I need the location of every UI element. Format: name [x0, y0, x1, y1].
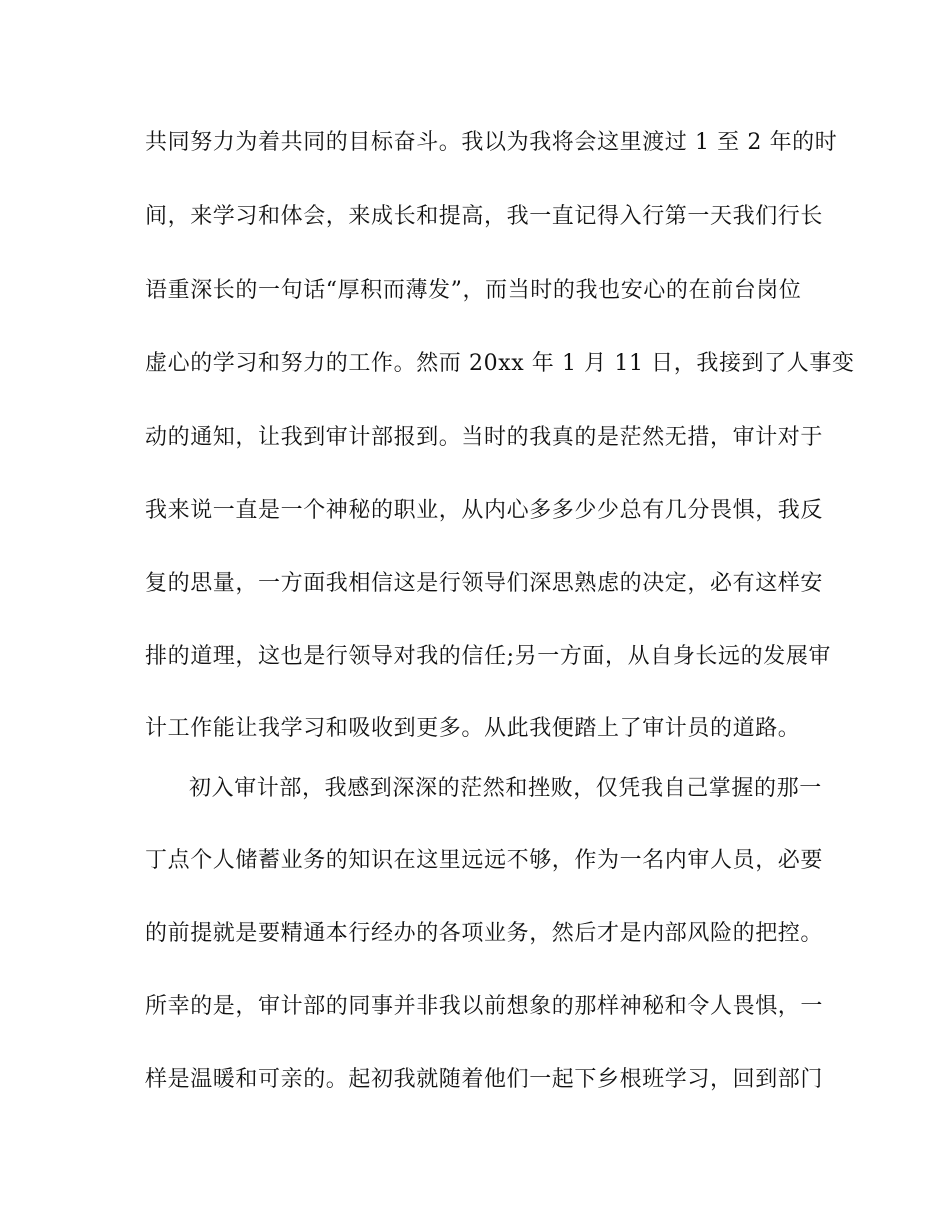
paragraph-line: 丁点个人储蓄业务的知识在这里远远不够，作为一名内审人员，必要	[145, 848, 824, 873]
paragraph-line: 语重深长的一句话“厚积而薄发”，而当时的我也安心的在前台岗位	[145, 278, 802, 303]
paragraph-line: 虚心的学习和努力的工作。然而 20xx 年 1 月 11 日，我接到了人事变	[145, 351, 855, 376]
paragraph-line: 所幸的是，审计部的同事并非我以前想象的那样神秘和令人畏惧，一	[145, 994, 824, 1019]
paragraph-line: 的前提就是要精通本行经办的各项业务，然后才是内部风险的把控。	[145, 921, 824, 946]
paragraph-line: 我来说一直是一个神秘的职业，从内心多多少少总有几分畏惧，我反	[145, 498, 824, 523]
paragraph-line: 排的道理，这也是行领导对我的信任;另一方面，从自身长远的发展审	[145, 644, 832, 669]
paragraph-line: 复的思量，一方面我相信这是行领导们深思熟虑的决定，必有这样安	[145, 571, 824, 596]
paragraph-line: 间，来学习和体会，来成长和提高，我一直记得入行第一天我们行长	[145, 204, 824, 229]
paragraph-line: 计工作能让我学习和吸收到更多。从此我便踏上了审计员的道路。	[145, 716, 801, 741]
paragraph-line: 共同努力为着共同的目标奋斗。我以为我将会这里渡过 1 至 2 年的时	[145, 130, 838, 155]
paragraph-line: 样是温暖和可亲的。起初我就随着他们一起下乡根班学习，回到部门	[145, 1067, 824, 1092]
paragraph-line-indented: 初入审计部，我感到深深的茫然和挫败，仅凭我自己掌握的那一	[189, 776, 822, 801]
paragraph-line: 动的通知，让我到审计部报到。当时的我真的是茫然无措，审计对于	[145, 425, 824, 450]
